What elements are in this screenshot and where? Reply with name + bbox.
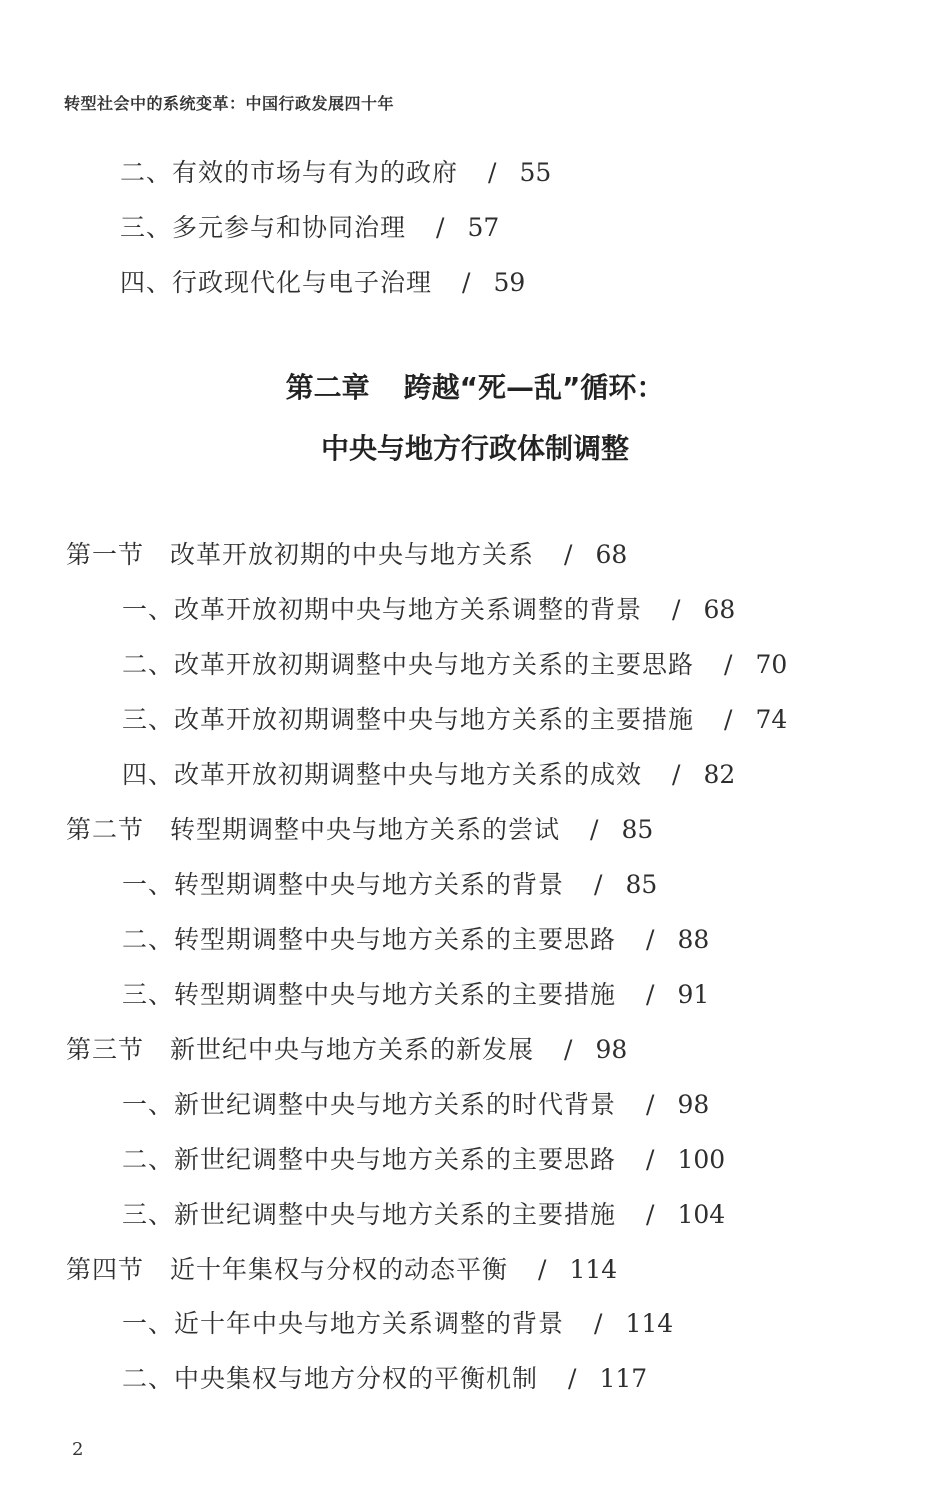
toc-separator: / bbox=[724, 705, 734, 734]
toc-entry-page: 68 bbox=[703, 595, 736, 624]
toc-entry bbox=[122, 869, 657, 901]
toc-entry bbox=[122, 594, 735, 626]
toc-separator: / bbox=[564, 1035, 574, 1064]
toc-entry bbox=[120, 267, 525, 299]
toc-entry bbox=[122, 1308, 673, 1340]
running-header: 转型社会中的系统变革：中国行政发展四十年 bbox=[64, 94, 395, 113]
toc-separator: / bbox=[488, 158, 498, 187]
toc-section bbox=[66, 539, 627, 571]
page-number: 2 bbox=[72, 1439, 84, 1460]
toc-separator: / bbox=[538, 1255, 548, 1284]
toc-entry-page: 88 bbox=[677, 925, 710, 954]
toc-entry-title: 二、新世纪调整中央与地方关系的主要思路 bbox=[122, 1145, 617, 1174]
toc-entry bbox=[122, 979, 709, 1011]
toc-entry-title: 第四节 近十年集权与分权的动态平衡 bbox=[66, 1255, 509, 1284]
toc-entry-title: 三、转型期调整中央与地方关系的主要措施 bbox=[122, 980, 617, 1009]
toc-entry-title: 三、新世纪调整中央与地方关系的主要措施 bbox=[122, 1200, 617, 1229]
toc-separator: / bbox=[568, 1364, 578, 1393]
toc-entry-title: 一、改革开放初期中央与地方关系调整的背景 bbox=[122, 595, 643, 624]
toc-entry-title: 第三节 新世纪中央与地方关系的新发展 bbox=[66, 1035, 535, 1064]
chapter-title-line2: 中央与地方行政体制调整 bbox=[320, 432, 629, 465]
toc-separator: / bbox=[462, 268, 472, 297]
chapter-heading-line1 bbox=[0, 369, 950, 407]
toc-entry-title: 一、新世纪调整中央与地方关系的时代背景 bbox=[122, 1090, 617, 1119]
toc-entry-page: 85 bbox=[625, 870, 658, 899]
toc-entry bbox=[122, 1144, 725, 1176]
toc-entry bbox=[122, 1089, 709, 1121]
toc-entry-page: 82 bbox=[703, 760, 736, 789]
toc-separator: / bbox=[672, 760, 682, 789]
toc-entry-title: 一、转型期调整中央与地方关系的背景 bbox=[122, 870, 565, 899]
toc-entry bbox=[122, 1199, 725, 1231]
toc-separator: / bbox=[590, 815, 600, 844]
toc-entry-title: 二、改革开放初期调整中央与地方关系的主要思路 bbox=[122, 650, 695, 679]
toc-entry-title: 二、转型期调整中央与地方关系的主要思路 bbox=[122, 925, 617, 954]
toc-entry bbox=[120, 157, 551, 189]
toc-separator: / bbox=[646, 980, 656, 1009]
chapter-heading-line2 bbox=[0, 430, 950, 468]
toc-entry-page: 114 bbox=[625, 1309, 674, 1338]
toc-separator: / bbox=[724, 650, 734, 679]
toc-separator: / bbox=[646, 1145, 656, 1174]
toc-entry bbox=[120, 212, 499, 244]
toc-entry-page: 59 bbox=[493, 268, 526, 297]
toc-separator: / bbox=[436, 213, 446, 242]
toc-entry bbox=[122, 924, 709, 956]
toc-entry-page: 70 bbox=[755, 650, 788, 679]
toc-entry bbox=[122, 759, 735, 791]
toc-separator: / bbox=[646, 1090, 656, 1119]
toc-separator: / bbox=[594, 1309, 604, 1338]
toc-entry-page: 55 bbox=[519, 158, 552, 187]
toc-entry-page: 57 bbox=[467, 213, 500, 242]
toc-entry-title: 四、改革开放初期调整中央与地方关系的成效 bbox=[122, 760, 643, 789]
toc-section bbox=[66, 1034, 627, 1066]
toc-separator: / bbox=[672, 595, 682, 624]
toc-entry-page: 100 bbox=[677, 1145, 726, 1174]
toc-entry-title: 二、有效的市场与有为的政府 bbox=[120, 158, 459, 187]
toc-entry-page: 117 bbox=[599, 1364, 648, 1393]
toc-entry-title: 第一节 改革开放初期的中央与地方关系 bbox=[66, 540, 535, 569]
chapter-label: 第二章 bbox=[285, 371, 370, 404]
toc-entry-page: 114 bbox=[569, 1255, 618, 1284]
toc-entry-title: 二、中央集权与地方分权的平衡机制 bbox=[122, 1364, 539, 1393]
toc-entry-title: 三、多元参与和协同治理 bbox=[120, 213, 407, 242]
toc-entry-title: 一、近十年中央与地方关系调整的背景 bbox=[122, 1309, 565, 1338]
toc-entry bbox=[122, 704, 787, 736]
toc-entry-page: 98 bbox=[677, 1090, 710, 1119]
toc-entry-page: 74 bbox=[755, 705, 788, 734]
toc-entry bbox=[122, 649, 787, 681]
toc-separator: / bbox=[646, 925, 656, 954]
toc-entry bbox=[122, 1363, 647, 1395]
toc-section bbox=[66, 1254, 617, 1286]
toc-entry-page: 104 bbox=[677, 1200, 726, 1229]
toc-entry-title: 四、行政现代化与电子治理 bbox=[120, 268, 433, 297]
toc-entry-page: 68 bbox=[595, 540, 628, 569]
toc-entry-title: 三、改革开放初期调整中央与地方关系的主要措施 bbox=[122, 705, 695, 734]
toc-separator: / bbox=[646, 1200, 656, 1229]
toc-entry-title: 第二节 转型期调整中央与地方关系的尝试 bbox=[66, 815, 561, 844]
toc-section bbox=[66, 814, 653, 846]
toc-separator: / bbox=[594, 870, 604, 899]
toc-entry-page: 91 bbox=[677, 980, 710, 1009]
toc-entry-page: 85 bbox=[621, 815, 654, 844]
toc-entry-page: 98 bbox=[595, 1035, 628, 1064]
toc-separator: / bbox=[564, 540, 574, 569]
chapter-title-line1: 跨越“死—乱”循环： bbox=[403, 371, 665, 404]
